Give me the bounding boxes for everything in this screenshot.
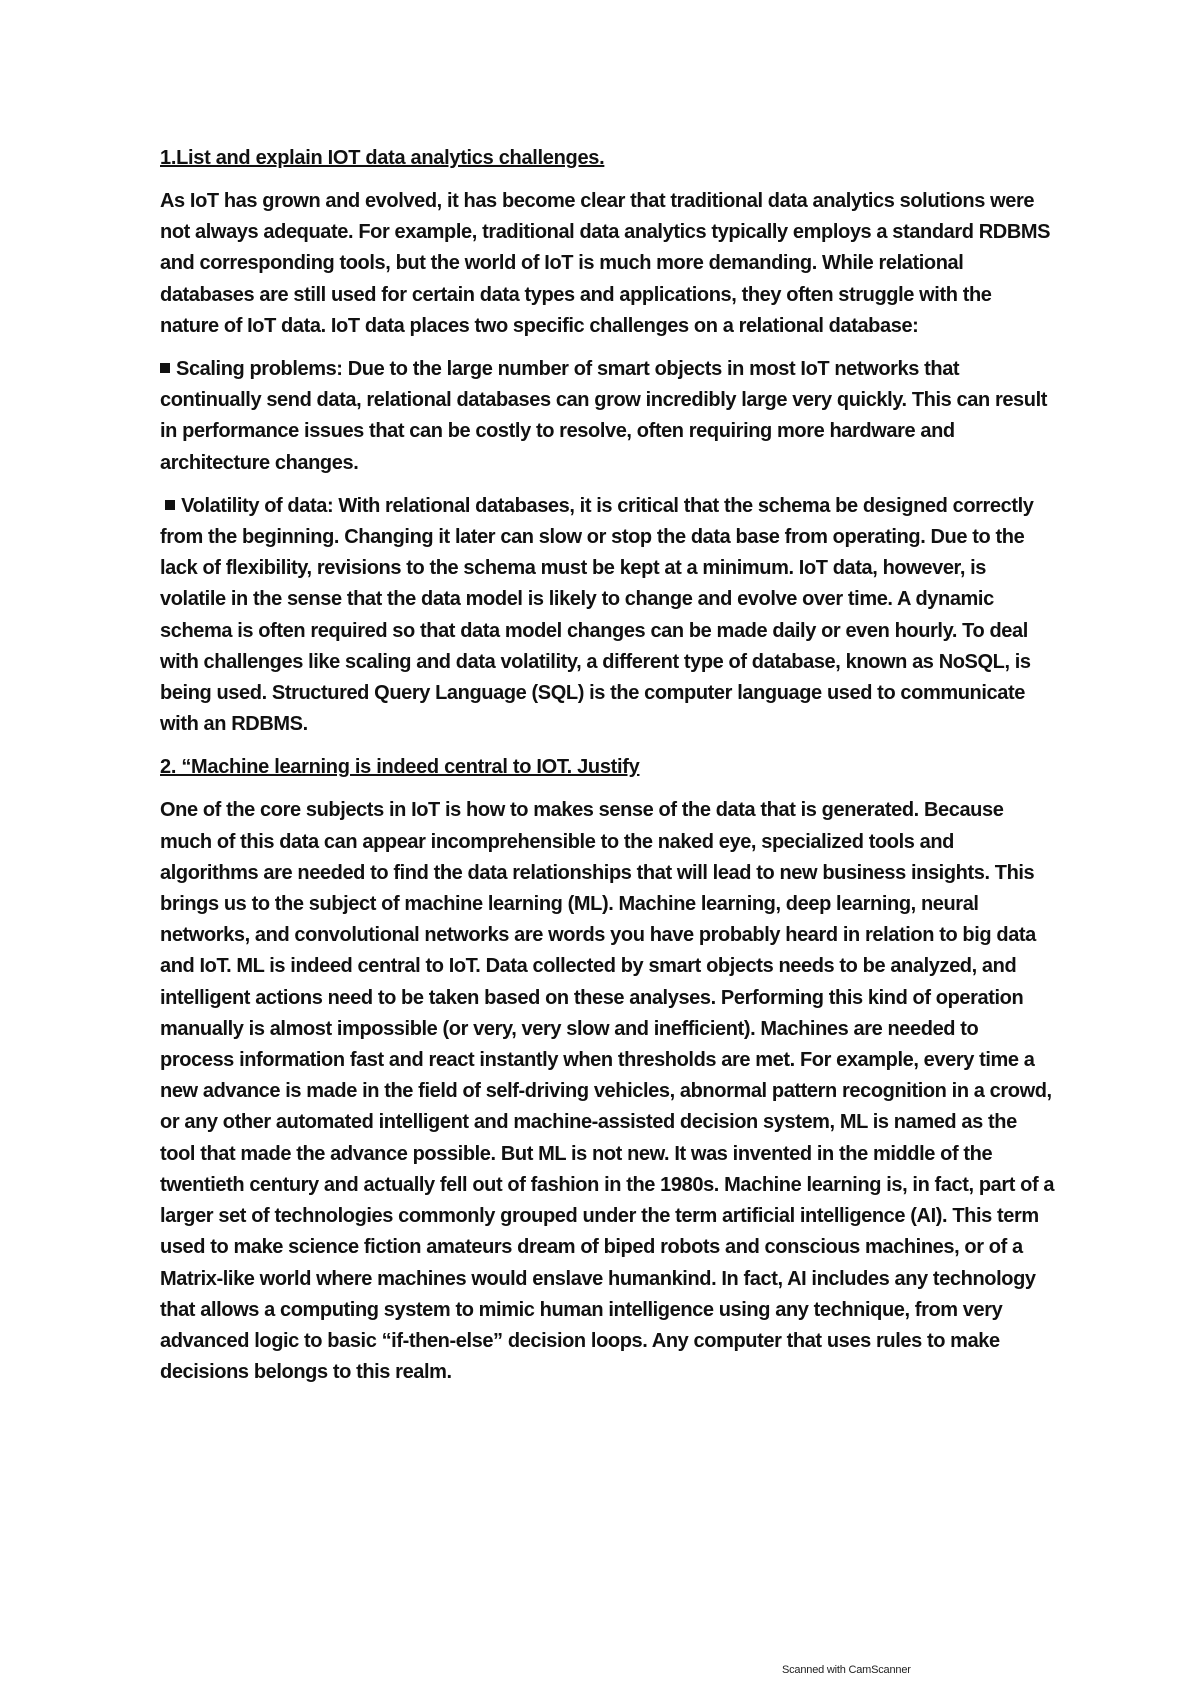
bullet-item-scaling-problems: [160, 354, 1055, 479]
section-2-heading: 2. “Machine learning is indeed central to IOT. Justify: [160, 756, 640, 779]
square-bullet-icon: [165, 500, 175, 510]
section-2-body-paragraph: One of the core subjects in IoT is how to makes sense of the data that is generated. Because much of this data can appear incomprehensible to the naked eye, specialized tools and algorithms are needed to find the data relationships that will lead to new business insights. This brings us to the subject of machine learning (ML). Machine learning, deep learning, neural networks, and convolutional networks are words you have probably heard in relation to big data and IoT. ML is indeed central to IoT. Data collected by smart objects needs to be analyzed, and intelligent actions need to be taken based on these analyses. Performing this kind of operation manually is almost impossible (or very, very slow and inefficient). Machines are needed to process information fast and react instantly when thresholds are met. For example, every time a new advance is made in the field of self-driving vehicles, abnormal pattern recognition in a crowd, or any other automated intelligent and machine-assisted decision system, ML is named as the tool that made the advance possible. But ML is not new. It was invented in the middle of the twentieth century and actually fell out of fashion in the 1980s. Machine learning is, in fact, part of a larger set of technologies commonly grouped under the term artificial intelligence (AI). This term used to make science fiction amateurs dream of biped robots and conscious machines, or of a Matrix-like world where machines would enslave humankind. In fact, AI includes any technology that allows a computing system to mimic human intelligence using any technique, from very advanced logic to basic “if-then-else” decision loops. Any computer that uses rules to make decisions belongs to this realm.: [160, 799, 1055, 1384]
bullet-text-scaling-problems: Scaling problems: Due to the large number of smart objects in most IoT networks that continually send data, relational databases can grow incredibly large very quickly. This can result in performance issues that can be costly to resolve, often requiring more hardware and architecture changes.: [160, 358, 1048, 474]
bullet-item-volatility-of-data: [160, 491, 1055, 741]
bullet-text-volatility-of-data: Volatility of data: With relational databases, it is critical that the schema be designed correctly from the beginning. Changing it later can slow or stop the data base from operating. Due to the lack of flexibility, revisions to the schema must be kept at a minimum. IoT data, however, is volatile in the sense that the data model is likely to change and evolve over time. A dynamic schema is often required so that data model changes can be made daily or even hourly. To deal with challenges like scaling and data volatility, a different type of database, known as NoSQL, is being used. Structured Query Language (SQL) is the computer language used to communicate with an RDBMS.: [160, 494, 1034, 736]
section-1-heading: 1.List and explain IOT data analytics challenges.: [160, 147, 605, 169]
section-1-intro-paragraph: As IoT has grown and evolved, it has become clear that traditional data analytics solutions were not always adequate. For example, traditional data analytics typically employs a standard RDBMS and corresponding tools, but the world of IoT is much more demanding. While relational databases are still used for certain data types and applications, they often struggle with the nature of IoT data. IoT data places two specific challenges on a relational database:: [160, 190, 1051, 337]
square-bullet-icon: [160, 363, 170, 373]
scanner-watermark-stamp: Scanned with CamScanner: [782, 1664, 911, 1676]
document-content: [160, 143, 1055, 1400]
